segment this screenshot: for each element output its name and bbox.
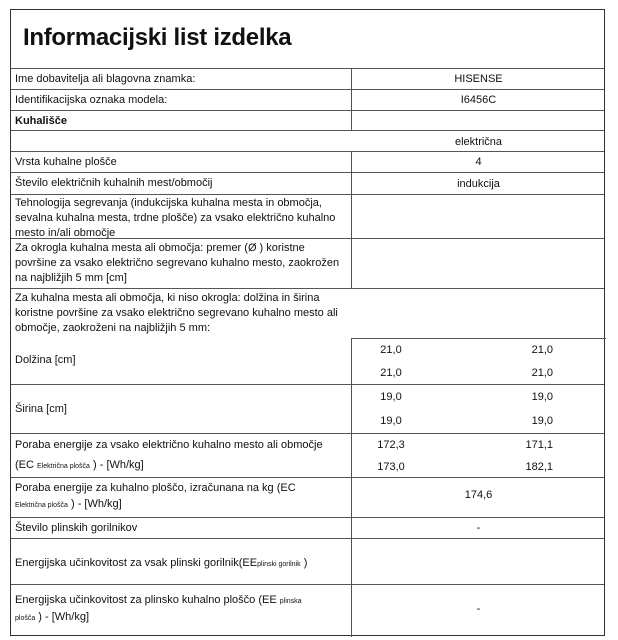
divider	[11, 477, 604, 478]
ec-zone-value: 172,3	[377, 439, 405, 451]
gas-burner-count-value: -	[476, 522, 481, 534]
length-value: 21,0	[531, 367, 553, 379]
zones-label: Število električnih kuhalnih mest/območij	[15, 177, 213, 189]
gas-hob-efficiency-text: Energijska učinkovitost za plinsko kuhalno ploščo (EE	[15, 594, 277, 606]
model-value: I6456C	[460, 94, 497, 106]
length-value: 21,0	[380, 367, 402, 379]
divider	[11, 110, 604, 111]
hob-type-label: Vrsta kuhalne plošče	[15, 156, 117, 168]
heating-technology-value: indukcija	[457, 178, 500, 190]
divider	[11, 194, 604, 195]
length-value: 21,0	[380, 344, 402, 356]
gas-hob-efficiency-suffix: ) - [Wh/kg]	[38, 611, 90, 623]
length-label: Dolžina [cm]	[15, 354, 76, 366]
ec-zone-unit-subscript: Električna plošča	[37, 463, 90, 470]
model-label: Identifikacijska oznaka modela:	[15, 94, 168, 106]
gas-burner-efficiency-subscript: plinski gorilnik	[257, 561, 301, 568]
gas-hob-efficiency-value: -	[476, 603, 481, 615]
divider	[11, 151, 604, 152]
heating-technology-label: Tehnologija segrevanja (indukcijska kuhalna mesta in območja, sevalna kuhalna mesta, trdne plošče) za vsako električno kuhalno mesto in/ali območje	[15, 197, 336, 239]
width-label: Širina [cm]	[15, 403, 67, 415]
ec-hob-unit	[15, 497, 122, 513]
divider	[11, 68, 604, 69]
hob-type-value: električna	[454, 136, 503, 148]
ec-zone-value: 182,1	[525, 461, 553, 473]
ec-hob-label: Poraba energije za kuhalno ploščo, izračunana na kg (EC	[15, 482, 296, 494]
ec-zone-label: Poraba energije za vsako električno kuhalno mesto ali območje	[15, 439, 323, 451]
width-value: 19,0	[380, 415, 402, 427]
gas-hob-efficiency-label	[15, 593, 302, 609]
zones-value: 4	[475, 156, 482, 168]
divider	[11, 517, 604, 518]
ec-zone-value: 171,1	[525, 439, 553, 451]
divider	[11, 538, 604, 539]
divider	[351, 338, 606, 339]
section-hob: Kuhališče	[15, 115, 67, 127]
column-divider	[351, 151, 352, 288]
divider	[11, 288, 604, 289]
gas-burner-efficiency-text: Energijska učinkovitost za vsak plinski gorilnik(EE	[15, 557, 258, 569]
gas-burner-count-label: Število plinskih gorilnikov	[15, 522, 138, 534]
divider	[11, 172, 604, 173]
gas-hob-efficiency-unit	[15, 610, 89, 626]
divider	[11, 384, 604, 385]
ec-hob-unit-suffix: ) - [Wh/kg]	[70, 498, 122, 510]
divider	[11, 130, 604, 131]
width-value: 19,0	[531, 415, 553, 427]
ec-hob-unit-subscript: Električna plošča	[15, 502, 68, 509]
divider	[11, 584, 604, 585]
nonround-zones-label: Za kuhalna mesta ali območja, ki niso okrogla: dolžina in širina koristne površine za vsako električno segrevano kuhalno mesto ali območje, zaokroženi na najbližjih 5 mm:	[15, 292, 338, 334]
sheet-title: Informacijski list izdelka	[23, 24, 292, 51]
ec-zone-unit-suffix: ) - [Wh/kg]	[93, 459, 144, 471]
width-value: 19,0	[380, 391, 402, 403]
gas-hob-efficiency-subscript-2: plošča	[15, 615, 36, 622]
gas-hob-efficiency-subscript: plinska	[279, 598, 302, 605]
divider	[11, 89, 604, 90]
ec-zone-unit-prefix: (EC	[15, 459, 34, 471]
supplier-label: Ime dobavitelja ali blagovna znamka:	[15, 73, 196, 85]
gas-burner-efficiency-suffix: )	[303, 557, 308, 569]
width-value: 19,0	[531, 391, 553, 403]
round-zones-label: Za okrogla kuhalna mesta ali območja: premer (Ø ) koristne površine za vsako električno segrevano kuhalno mesto, zaokrožen na najbližjih 5 mm [cm]	[15, 242, 340, 284]
length-value: 21,0	[531, 344, 553, 356]
ec-zone-value: 173,0	[377, 461, 405, 473]
supplier-value: HISENSE	[454, 73, 503, 85]
divider	[11, 433, 604, 434]
product-information-sheet	[10, 9, 605, 636]
ec-zone-unit	[15, 458, 144, 474]
gas-burner-efficiency-label	[15, 556, 307, 572]
ec-hob-value: 174,6	[464, 489, 493, 501]
